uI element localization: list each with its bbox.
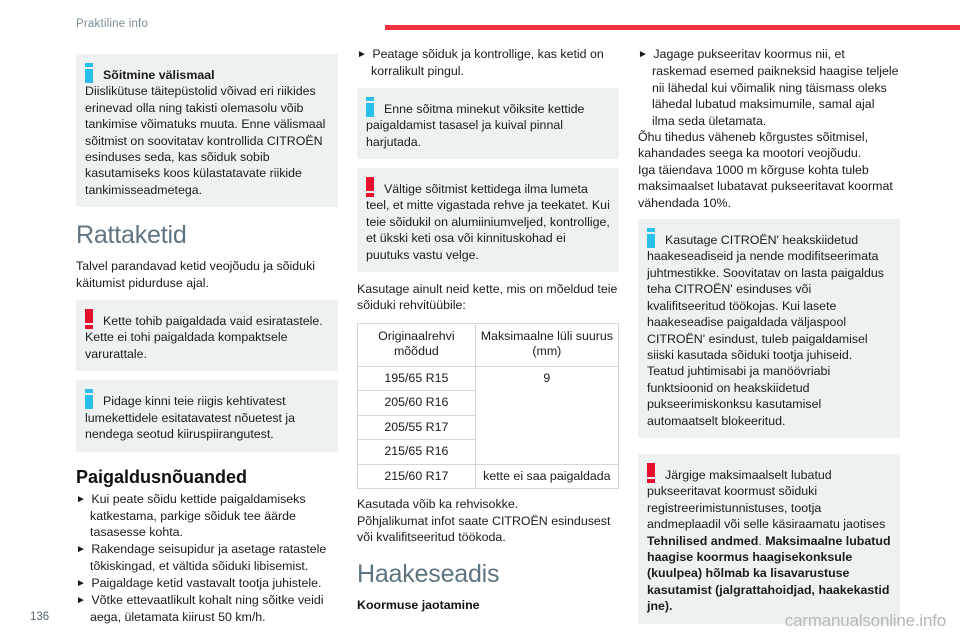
column-header-max-link-size: Maksimaalne lüli suurus (mm) bbox=[475, 323, 618, 366]
callout-avoid-snowless-roads bbox=[357, 168, 619, 272]
triangle-bullet-icon: ► bbox=[76, 493, 88, 505]
info-icon bbox=[85, 389, 101, 409]
altitude-text-1: Õhu tihedus väheneb kõrgustes sõitmisel, kahandades seega ka mootori veojõudu. bbox=[638, 130, 869, 161]
callout-bold-note: Maksimaalne lubatud haagise koormus haagisekonksule (kuulpea) hõlmab ka lisavarustuse kasutamist (jalgrattahoidjad, haakekastid jne). bbox=[647, 533, 891, 614]
callout-bold-reference: Tehnilised andmed bbox=[647, 533, 759, 548]
column-2 bbox=[357, 46, 619, 633]
triangle-bullet-icon: ► bbox=[76, 577, 88, 589]
callout-title: Sõitmine välismaal bbox=[103, 68, 215, 82]
callout-text: Diislikütuse täitepüstolid võivad eri riikides erinevad olla ning takisti olemasolu võib tankimise võimatuks muuta. Enne välismaal sõitmist on soovitatav kontrollida CITROËN esinduses seda, kas sõiduk sobib kasutamiseks koos külastatavate riikide tankimisseadmetega. bbox=[85, 84, 326, 197]
triangle-bullet-icon: ► bbox=[76, 594, 88, 606]
warning-icon bbox=[647, 463, 663, 483]
triangle-bullet-icon: ► bbox=[638, 49, 650, 60]
list-item bbox=[76, 541, 338, 575]
table-row bbox=[358, 464, 619, 489]
list-item-label: Peatage sõiduk ja kontrollige, kas ketid on korralikult pingul. bbox=[371, 47, 604, 79]
column-1 bbox=[76, 46, 338, 633]
column-header-tyre-size: Originaalrehvi mõõdud bbox=[358, 323, 476, 366]
cell-tyre-size: 195/65 R15 bbox=[358, 366, 476, 391]
list-item-label: Kui peate sõidu kettide paigaldamiseks katkestama, parkige sõiduk tee äärde tasasesse kohta. bbox=[90, 491, 306, 540]
callout-front-wheels-only bbox=[76, 300, 338, 371]
info-icon bbox=[647, 228, 663, 248]
cell-tyre-size: 205/60 R16 bbox=[358, 391, 476, 416]
callout-max-towing-load bbox=[638, 454, 900, 624]
callout-text-part1: Järgige maksimaalselt lubatud pukseeritavat koormust sõiduki registreerimistunnistuses, tootja andmeplaadil või selle käsiraamatu jaotises bbox=[647, 467, 886, 532]
info-icon bbox=[85, 63, 101, 83]
subsection-heading-load-distribution: Koormuse jaotamine bbox=[357, 597, 480, 612]
callout-text: Vältige sõitmist kettidega ilma lumeta teel, et mitte vigastada rehve ja teekatet. Kui teie sõidukil on alumiiniumveljed, kontrollige, et ükski keti osa või kinnituskohad ei puutuks vastu velge. bbox=[366, 182, 610, 262]
after-table-text-1: Kasutada võib ka rehvisokke. bbox=[357, 497, 519, 512]
header-red-rule bbox=[385, 25, 960, 30]
cell-tyre-size: 215/65 R16 bbox=[358, 440, 476, 465]
table-row bbox=[358, 366, 619, 391]
altitude-text-2: Iga täiendava 1000 m kõrguse kohta tuleb maksimaalset lubatavat pukseeritavat koormat vähendada 10%. bbox=[638, 162, 893, 210]
list-item-label: Paigaldage ketid vastavalt tootja juhistele. bbox=[91, 575, 322, 590]
after-table-text-2: Põhjalikumat infot saate CITROËN esindusest või kvalifitseeritud töökoda. bbox=[357, 513, 611, 545]
cell-max-link-size: kette ei saa paigaldada bbox=[475, 464, 618, 489]
callout-text: Pidage kinni teie riigis kehtivatest lumekettidele esitatavatest nõuetest ja nendega seotud kiiruspiirangutest. bbox=[85, 394, 296, 442]
info-icon bbox=[366, 97, 382, 117]
warning-icon bbox=[366, 177, 382, 197]
column-3 bbox=[638, 46, 900, 633]
table-intro-text: Kasutage ainult neid kette, mis on mõeldud teie sõiduki rehvitüübile: bbox=[357, 282, 618, 313]
cell-tyre-size: 205/55 R17 bbox=[358, 415, 476, 440]
callout-local-regulations bbox=[76, 380, 338, 451]
cell-max-link-size: 9 bbox=[475, 366, 618, 464]
list-item bbox=[76, 575, 338, 592]
subsection-heading-fitting: Paigaldusnõuanded bbox=[76, 466, 248, 487]
page-header-title: Praktiline info bbox=[76, 18, 149, 30]
callout-text: Enne sõitma minekut võiksite kettide paigaldamist tasasel ja kuival pinnal harjutada. bbox=[366, 101, 585, 149]
callout-text: Kette tohib paigaldada vaid esiratastele. Kette ei tohi paigaldada kompaktsele varurattale. bbox=[85, 314, 323, 361]
list-item bbox=[357, 46, 619, 80]
chains-intro-text: Talvel parandavad ketid veojõudu ja sõiduki käitumist pidurduse ajal. bbox=[76, 259, 316, 290]
section-heading-towing: Haakeseadis bbox=[357, 559, 500, 588]
page-number: 136 bbox=[30, 611, 50, 623]
callout-approved-towbar bbox=[638, 219, 900, 438]
chain-compatibility-table bbox=[357, 323, 619, 490]
callout-driving-abroad bbox=[76, 54, 338, 207]
list-item bbox=[76, 491, 338, 541]
triangle-bullet-icon: ► bbox=[357, 49, 369, 60]
callout-practice-fitting bbox=[357, 88, 619, 159]
warning-icon bbox=[85, 309, 101, 329]
callout-text-part2: . bbox=[758, 533, 762, 548]
table-header-row bbox=[358, 323, 619, 366]
section-heading-chains: Rattaketid bbox=[76, 221, 187, 250]
list-item-label: Võtke ettevaatlikult kohalt ning sõitke veidi aega, ületamata kiirust 50 km/h. bbox=[90, 592, 324, 625]
list-item-label: Jagage pukseeritav koormus nii, et raskemad esemed paikneksid haagise teljele nii lähedal kui võimalik ning täismass oleks lähedal lubatud maksimumile, samal ajal ilma seda ületamata. bbox=[652, 47, 899, 128]
list-item-label: Rakendage seisupidur ja asetage ratastele tõkiskingad, et vältida sõiduki libisemist. bbox=[90, 541, 327, 574]
list-item bbox=[638, 46, 900, 129]
cell-tyre-size: 215/60 R17 bbox=[358, 464, 476, 489]
list-item bbox=[76, 592, 338, 626]
content-columns bbox=[76, 46, 900, 633]
callout-text: Kasutage CITROËN' heakskiidetud haakeseadiseid ja nende modifitseerimata juhtmestikke. Soovitatav on lasta paigaldus teha CITROËN' esinduses või kvalifitseeritud töökojas. Kui lasete haakeseadise paigaldada väljaspool CITROËN' esindust, tuleb paigaldamisel siiski kasutada sõiduki tootja juhiseid. Teatud juhtimisabi ja manöövriabi funktsioonid on heakskiidetud pukseerimiskonksu kasutamisel automaatselt blokeeritud. bbox=[647, 233, 884, 428]
triangle-bullet-icon: ► bbox=[76, 543, 88, 555]
watermark: carmanualsonline.info bbox=[784, 611, 946, 630]
page-header bbox=[0, 0, 960, 40]
